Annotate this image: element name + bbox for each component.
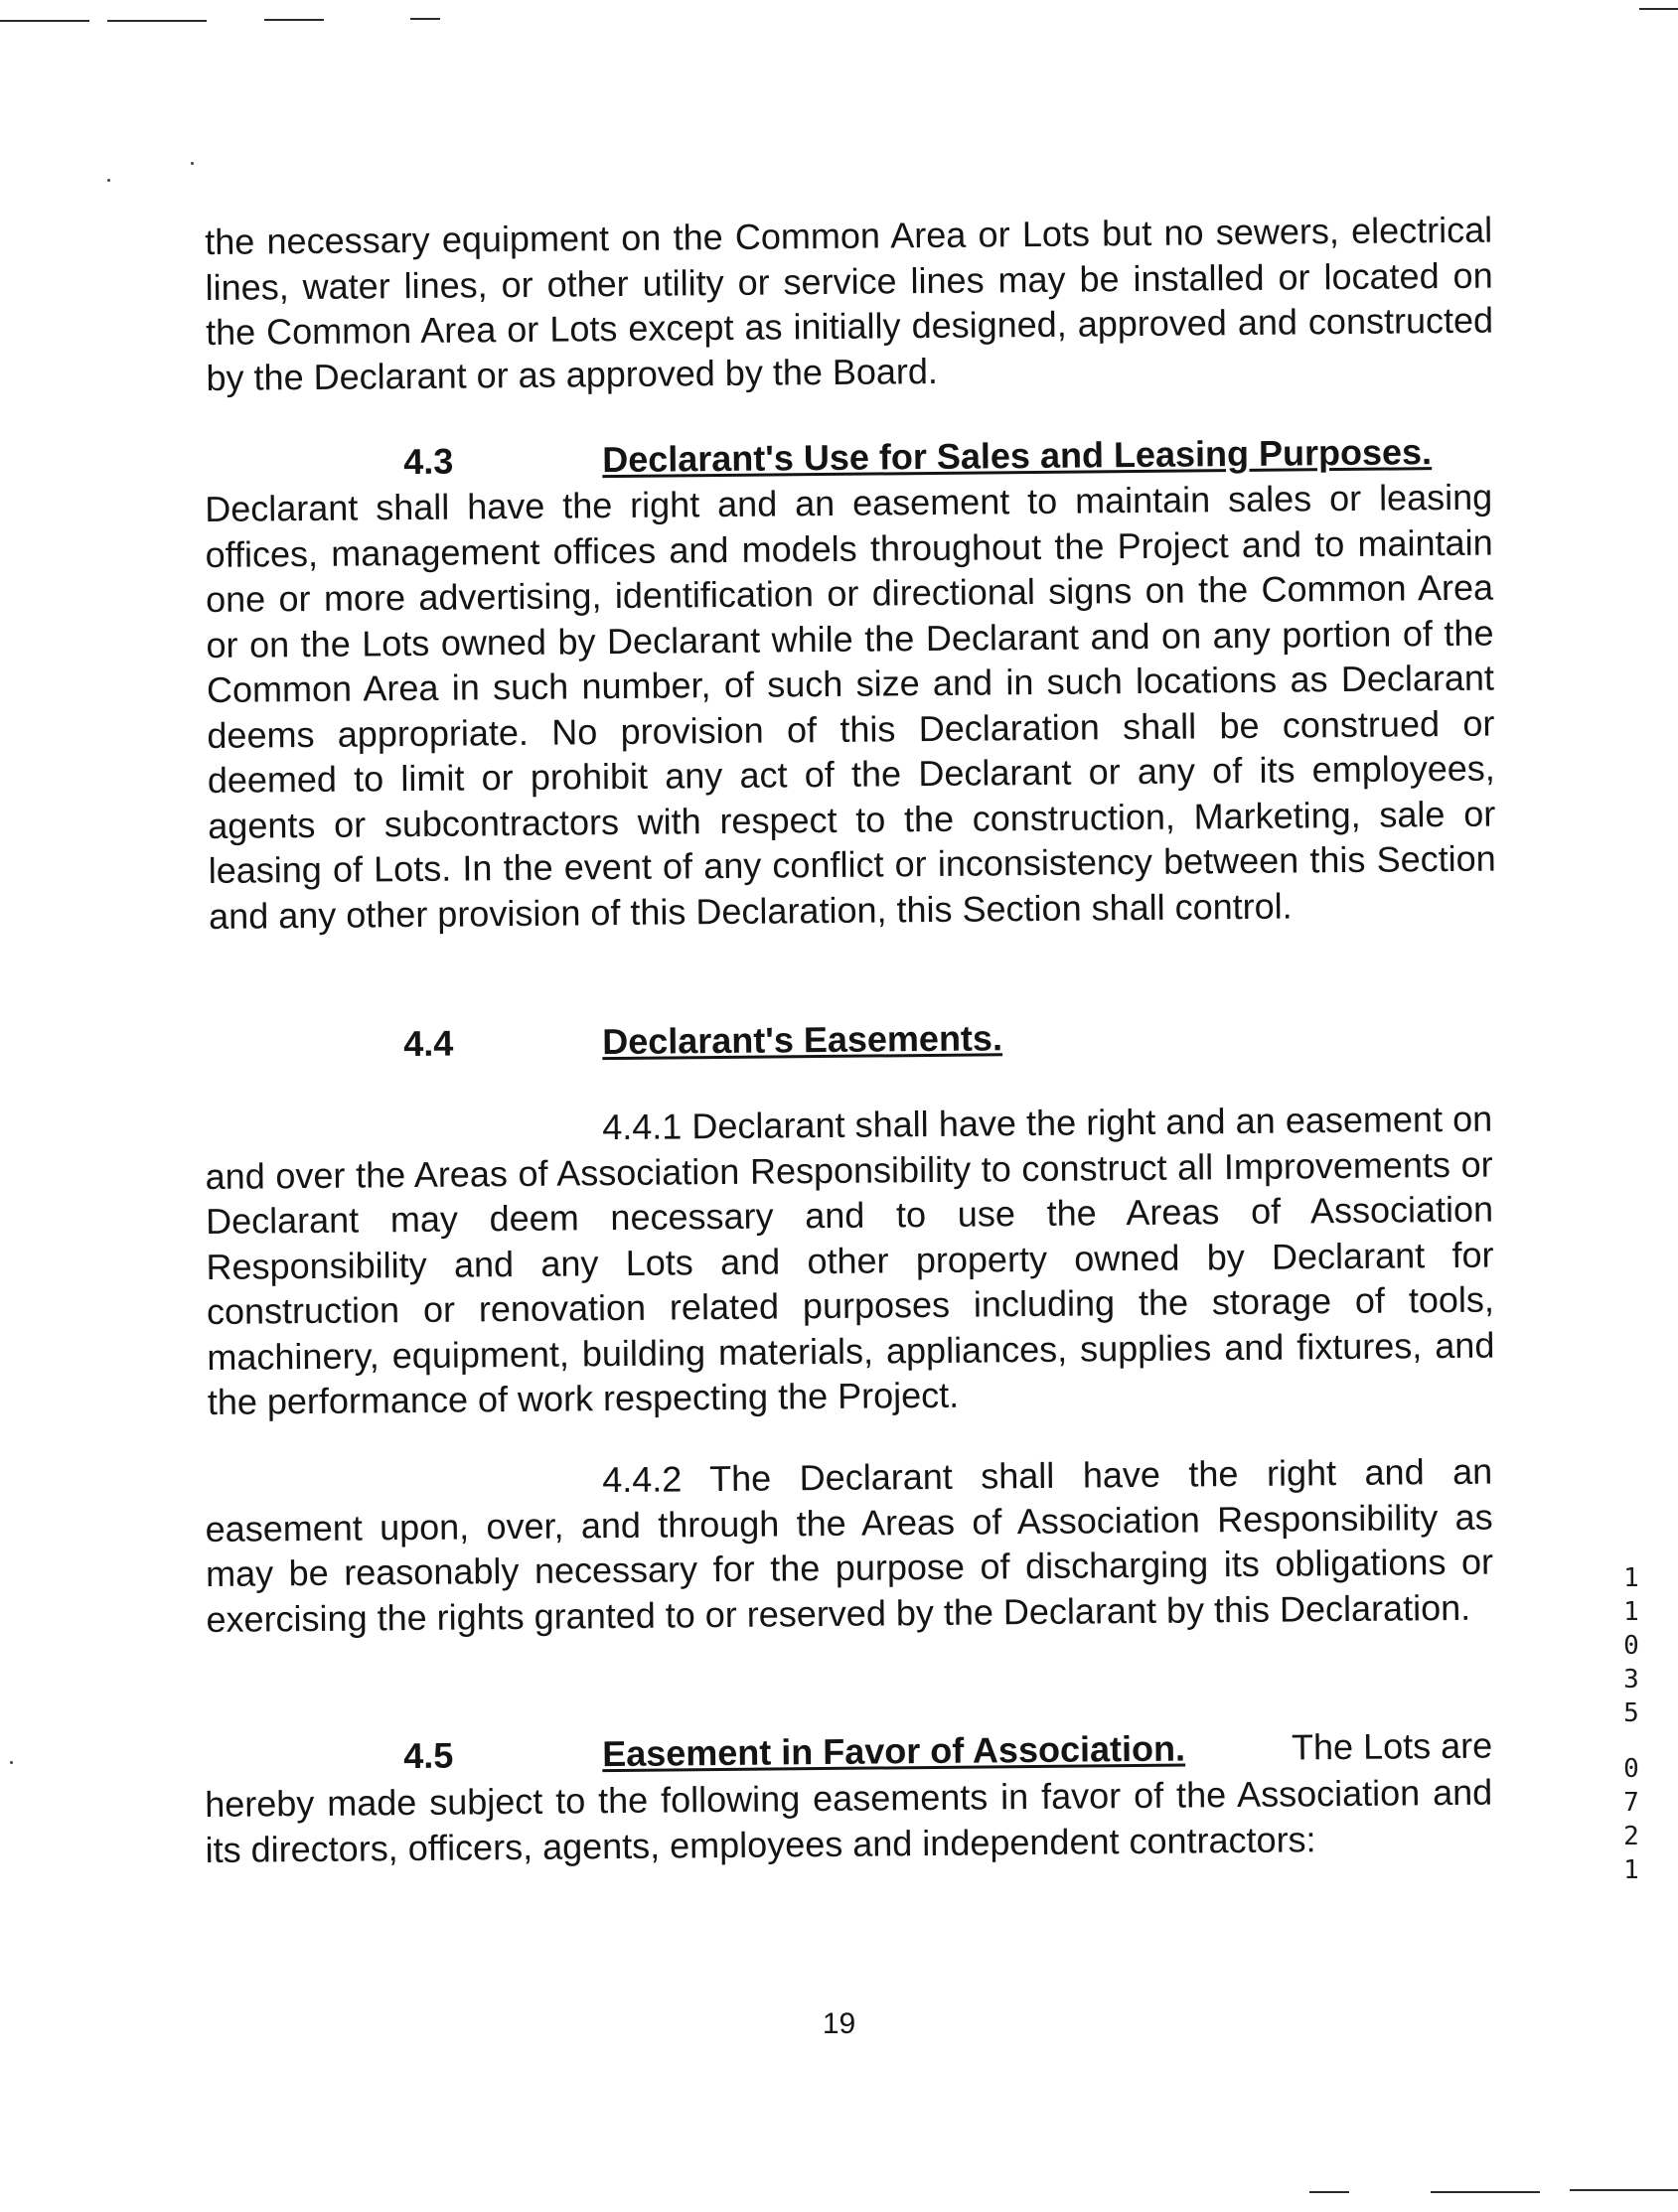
subsection-4-4-2-paragraph [205,1449,1494,1642]
stamp-char: 7 [1623,1788,1639,1818]
stamp-char: 1 [1623,1855,1639,1885]
section-4-3-heading [205,429,1492,483]
scan-artifact-line [264,19,324,21]
section-4-4-title: Declarant's Easements. [602,1017,1003,1063]
scan-artifact-line [410,18,440,20]
subsection-4-4-2-text: 4.4.2 The Declarant shall have the right and an easement upon, over, and through the Areas of Association Responsibility as may be reasonably necessary for the purpose of discharging its obligations or exercising the rights granted to or reserved by the Declarant by this Declaration. [205,1450,1494,1640]
scan-artifact-line [0,20,89,22]
scan-speck [10,1761,13,1764]
section-4-5-text: hereby made subject to the following easements in favor of the Association and its directors, officers, agents, employees and independent contractors: [205,1771,1493,1870]
stamp-char: 0 [1623,1631,1639,1661]
section-4-5-title: Easement in Favor of Association. [602,1727,1186,1775]
stamp-char: 1 [1623,1597,1639,1627]
stamp-char: 5 [1623,1698,1639,1728]
scan-speck [191,162,194,165]
recording-number-stamp [1616,1561,1646,1887]
section-4-5-trailing-text: The Lots are [1291,1724,1493,1768]
intro-paragraph-text: the necessary equipment on the Common Area or Lots but no sewers, electrical lines, water lines, or other utility or service lines may be installed or located on the Common Area or Lots except as initially designed, approved and constructed by the Declarant or as approved by the Board. [205,209,1494,398]
section-4-5-paragraph [205,1770,1493,1872]
section-4-5-number: 4.5 [403,1734,454,1777]
section-4-4-heading [205,1011,1492,1065]
scan-artifact-line [1570,2189,1678,2191]
scan-artifact-line [1431,2191,1540,2193]
section-4-3-number: 4.3 [403,440,454,483]
scan-artifact-line [1639,8,1678,10]
section-4-4-number: 4.4 [403,1022,454,1065]
stamp-char: 2 [1623,1822,1639,1851]
section-4-3-title: Declarant's Use for Sales and Leasing Purposes. [602,431,1433,481]
scan-artifact-line [107,20,207,22]
subsection-4-4-1-paragraph [205,1097,1495,1425]
stamp-char: 1 [1623,1563,1639,1593]
subsection-4-4-1-text: 4.4.1 Declarant shall have the right and an easement on and over the Areas of Association Responsibility to construct all Improvements or Declarant may deem necessary and to use the Areas of Association Responsibility and any Lots and other property owned by Declarant for construction or renovation related purposes including the storage of tools, machinery, equipment, building materials, appliances, supplies and fixtures, and the performance of work respecting the Project. [205,1098,1495,1422]
page-number: 19 [822,2007,856,2040]
intro-paragraph [205,208,1494,400]
section-4-3-text: Declarant shall have the right and an easement to maintain sales or leasing offices, management offices and models throughout the Project and to maintain one or more advertising, identification or directional signs on the Common Area or on the Lots owned by Declarant while the Declarant and on any portion of the Common Area in such number, of such size and in such locations as Declarant deems appropriate. No provision of this Declaration shall be construed or deemed to limit or prohibit any act of the Declarant or any of its employees, agents or subcontractors with respect to the construction, Marketing, sale or leasing of Lots. In the event of any conflict or inconsistency between this Section and any other provision of this Declaration, this Section shall control. [205,476,1496,937]
stamp-char: 0 [1623,1754,1639,1784]
section-4-3-paragraph [205,475,1496,939]
stamp-char: 3 [1623,1665,1639,1695]
scan-artifact-line [1309,2191,1349,2193]
scan-speck [107,179,110,182]
section-4-5-heading [205,1723,1493,1777]
